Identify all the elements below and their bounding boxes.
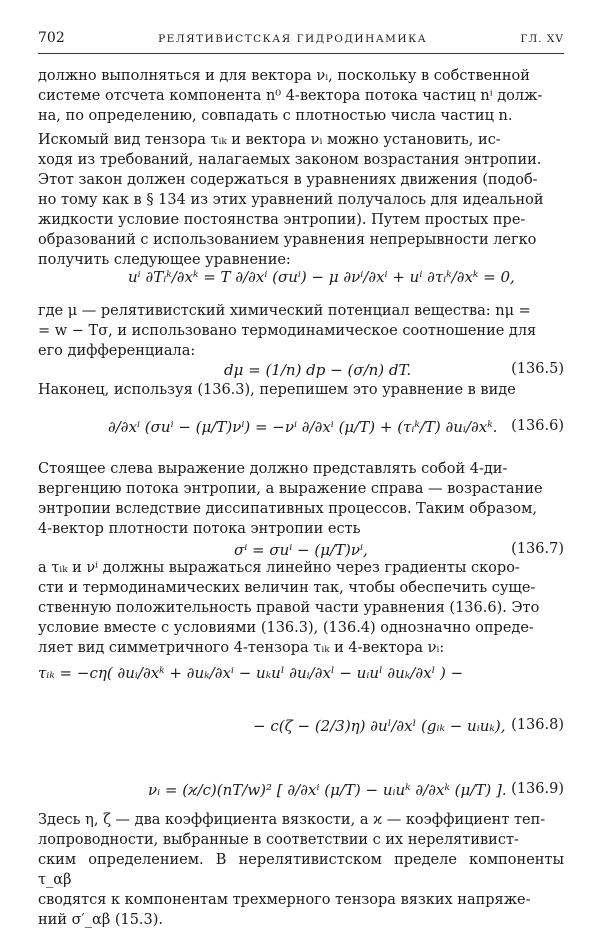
page-number: 702	[38, 30, 65, 46]
paragraph-5: Стоящее слева выражение должно представлять собой 4-ди- вергенцию потока энтропии, а выражение справа — возрастание энтропии вследствие диссипативных процессов. Таким образом, 4-вектор плотности потока энтропии есть	[38, 461, 543, 537]
equation-entropy	[38, 268, 564, 296]
equation-136-9	[38, 781, 564, 809]
equation-136-6-body: ∂/∂xⁱ (σuⁱ − (μ/T)νⁱ) = −νⁱ ∂/∂xⁱ (μ/T) + (τᵢᵏ/T) ∂uᵢ/∂xᵏ.	[108, 418, 498, 436]
equation-136-8-body-2: − c(ζ − (2/3)η) ∂uˡ/∂xˡ (gᵢₖ − uᵢuₖ),	[253, 717, 506, 735]
paragraph-4: Наконец, используя (136.3), перепишем это уравнение в виде	[38, 382, 516, 398]
running-title: РЕЛЯТИВИСТСКАЯ ГИДРОДИНАМИКА	[158, 33, 428, 45]
header-rule	[38, 53, 564, 54]
equation-136-6	[38, 418, 564, 446]
equation-136-9-body: νᵢ = (ϰ/c)(nT/w)² [ ∂/∂xⁱ (μ/T) − uᵢuᵏ ∂/∂xᵏ (μ/T) ].	[148, 781, 507, 799]
paragraph-7: Здесь η, ζ — два коэффициента вязкости, а ϰ — коэффициент теп- лопроводности, выбранные в соответствии с их нерелятивист- ским определением. В нерелятивистском пределе компоненты τ_αβ сводятся к компонентам трехмерного тензора вязких напряже- ний σ′_αβ (15.3).	[38, 812, 564, 928]
equation-136-8-line1	[38, 664, 564, 692]
equation-136-5-body: dμ = (1/n) dp − (σ/n) dT.	[224, 361, 412, 379]
equation-number: (136.7)	[511, 541, 564, 557]
chapter-label: ГЛ. XV	[520, 33, 564, 45]
equation-136-8-body-1: τᵢₖ = −cη( ∂uᵢ/∂xᵏ + ∂uₖ/∂xⁱ − uₖuˡ ∂uᵢ/∂xˡ − uᵢuˡ ∂uₖ/∂xˡ ) −	[38, 664, 464, 682]
paragraph-2: Искомый вид тензора τᵢₖ и вектора νᵢ можно установить, ис- ходя из требований, налагаемых законом возрастания энтропии. Этот закон должен содержаться в уравнениях движения (подоб- но тому как в § 134 из этих уравнений получалось для идеальной жидкости условие постоянства энтропии). Путем простых пре- образований с использованием уравнения непрерывности легко получить следующее уравнение:	[38, 132, 544, 268]
equation-number: (136.5)	[511, 361, 564, 377]
equation-entropy-body: uⁱ ∂Tᵢᵏ/∂xᵏ = T ∂/∂xⁱ (σuⁱ) − μ ∂νⁱ/∂xⁱ + uⁱ ∂τᵢᵏ/∂xᵏ = 0,	[128, 268, 515, 286]
equation-136-8-line2	[38, 717, 564, 745]
equation-136-7-body: σⁱ = σuⁱ − (μ/T)νⁱ,	[234, 541, 368, 559]
paragraph-1: должно выполняться и для вектора νᵢ, поскольку в собственной системе отсчета компонента n⁰ 4-вектора потока частиц nⁱ долж- на, по определению, совпадать с плотностью числа частиц n.	[38, 68, 543, 124]
paragraph-3: где μ — релятивистский химический потенциал вещества: nμ = = w − Tσ, и использовано термодинамическое соотношение для его дифференциала:	[38, 303, 537, 359]
equation-number: (136.6)	[511, 418, 564, 434]
equation-number: (136.9)	[511, 781, 564, 797]
paragraph-6: а τᵢₖ и νⁱ должны выражаться линейно через градиенты скоро- сти и термодинамических величин так, чтобы обеспечить суще- ственную положительность правой части уравнения (136.6). Это условие вместе с условиями (136.3), (136.4) однозначно опреде- ляет вид симметричного 4-тензора τᵢₖ и 4-вектора νᵢ:	[38, 560, 540, 656]
running-header	[38, 30, 564, 52]
equation-number: (136.8)	[511, 717, 564, 733]
